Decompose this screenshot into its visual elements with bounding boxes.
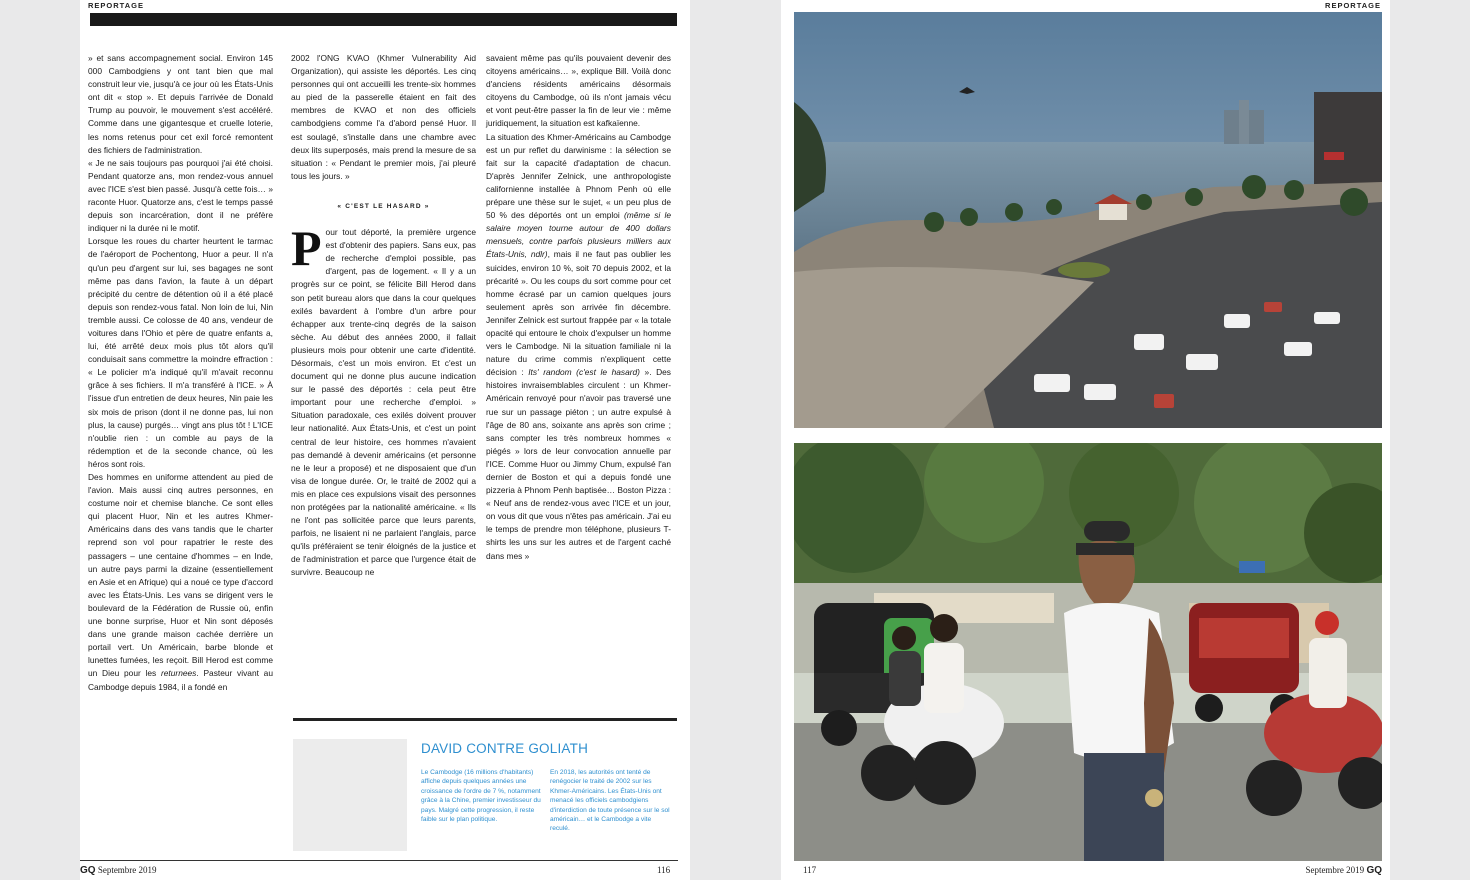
- text-run: our tout déporté, la première urgence est d'obtenir des papiers. Sans eux, pas de recherche d'emploi possible, pas d'argent, pas de logement. « Il y a un progrès sur ce point, se félicite Bill Herod dans son petit bureau alors que dans la cour quelques exilés bavardent à l'ombre d'un arbre pour échapper aux trente-cinq degrés de la saison sèche. Au début des années 2000, il fallait plusieurs mois pour obtenir une carte d'identité. Désormais, c'est un mois environ. Et c'est un document qui ne donne plus aucune indication sur le passé des déportés : cela peut être important pour une recherche d'emploi. » Situation paradoxale, ces exilés doivent prouver leur nationalité. Aux États-Unis, et c'est un point central de leur histoire, ces hommes n'avaient pas demandé à devenir américains (et personne ne le leur a proposé) et ne disposaient que d'un visa de longue durée. Or, le traité de 2002 qui a mis en place ces expulsions visait des personnes non protégées par la nationalité américaine. « Ils ne l'ont pas sollicitée parce que leurs parents, parfois, ne lisaient ni ne parlaient l'anglais, parce qu'ils préféraient se tenir éloignés de la justice et de l'administration et parce que l'urgence était de survivre. Beaucoup ne: [291, 227, 476, 578]
- paragraph: [291, 220, 476, 580]
- italic-run: (même si le salaire moyen tourne autour de 400 dollars mensuels, contre parfois plusieurs milliers aux États-Unis, ndlr): [486, 210, 671, 260]
- article-column-3: [486, 52, 671, 563]
- section-tag: REPORTAGE: [1325, 1, 1381, 10]
- page-number: 116: [657, 865, 671, 875]
- article-column-2: [291, 52, 476, 580]
- italic-run: returnees: [160, 668, 197, 679]
- footer-date: Septembre 2019: [1305, 865, 1365, 875]
- footer-right: [1305, 865, 1382, 876]
- header-bar: [90, 13, 677, 26]
- paragraph: [88, 471, 273, 694]
- subhead: « C'EST LE HASARD »: [337, 202, 430, 210]
- dropcap: P: [291, 220, 322, 277]
- text-run: Des hommes en uniforme attendent au pied de l'avion. Mais aussi cinq autres personnes, en costume noir et chemise blanche. Ce sont elles qui placent Huor, Nin et les autres Khmer-Américains dans des vans tandis que le charter reprend son vol pour rapatrier le reste des passagers – une centaine d'hommes – en Inde, un autre pays parmi la dizaine (essentiellement en Asie et en Afrique) qui a noué ce type d'accord avec les États-Unis. Les vans se dirigent vers le boulevard de la Fédération de Russie où, enfin une bonne surprise, Huor et Nin sont déposés dans une grande maison cachée derrière un portail vert. Un Américain, barbe blonde et lunettes fumées, les reçoit. Bill Herod est comme un Dieu pour les: [88, 472, 273, 679]
- footer-rule: [80, 860, 678, 861]
- italic-run: Its' random (c'est le hasard): [528, 367, 640, 378]
- street-portrait-photo: [794, 443, 1382, 861]
- text-run: , mais il ne faut pas oublier les suicides, environ 10 %, soit 70 depuis 2002, et la précarité ». Ou les coups du sort comme pour cet homme écrasé par un camion quelques jours seulement après son arrivée fin décembre. Jennifer Zelnick est surtout frappée par « la totale opacité qui entoure le choix d'expulser un homme vers le Cambodge. Ni la situation familiale ni la nature du crime commis n'expliquent cette décision :: [486, 249, 671, 378]
- section-tag: REPORTAGE: [88, 1, 144, 10]
- box-rule: [293, 718, 677, 721]
- paragraph: » et sans accompagnement social. Environ 145 000 Cambodgiens y ont tant bien que mal construit leur vie, jusqu'à ce jour où les États-Unis ont dit « stop ». Et depuis l'arrivée de Donald Trump au pouvoir, le mouvement s'est accéléré. Comme dans une gigantesque et cruelle loterie, les noms retenus pour cet exil forcé remontent des fichiers de l'administration.: [88, 53, 274, 155]
- box-text-1: Le Cambodge (16 millions d'habitants) affiche depuis quelques années une croissance de l'ordre de 7 %, notamment grâce à la Chine, premier investisseur du pays. Malgré cette progression, il reste faible sur le plan politique.: [421, 769, 541, 824]
- paragraph: [486, 131, 671, 563]
- left-page: [80, 0, 690, 880]
- gq-logo: GQ: [1366, 865, 1382, 876]
- right-page: [781, 0, 1390, 880]
- box-text-2: En 2018, les autorités ont tenté de renégocier le traité de 2002 sur les Khmer-Américains. Les États-Unis ont menacé les officiels cambodgiens d'interdiction de toute présence sur le sol américain… et le Cambodge a vite reculé.: [550, 769, 670, 833]
- box-title: DAVID CONTRE GOLIATH: [421, 741, 589, 756]
- text-run: ». Des histoires invraisemblables circulent : un Khmer-Américain renvoyé pour n'avoir pas traversé une rue sur un passage piéton ; un autre expulsé à l'âge de 80 ans, soixante ans après son crime ; sans compter les très nombreux hommes « piégés » lors de leur convocation annuelle par l'ICE. Comme Huor ou Jimmy Chum, expulsé l'an dernier de Boston et qui a depuis fondé une pizzeria à Phnom Penh baptisée… Boston Pizza : « Neuf ans de rendez-vous avec l'ICE et un jour, on vous dit que vous n'êtes pas américain. J'ai eu le temps de prendre mon téléphone, plusieurs T-shirts les uns sur les autres et de l'argent caché dans mes »: [486, 367, 671, 561]
- article-column-1: [88, 52, 273, 694]
- footer-date: Septembre 2019: [97, 865, 157, 875]
- paragraph: Lorsque les roues du charter heurtent le tarmac de l'aéroport de Pochentong, Huor a peur. Il n'a qu'un peu d'argent sur lui, ses bagages ne sont même pas dans l'avion, la faute à un départ précipité du centre de détention où il a été placé depuis son rendez-vous fatal. Non loin de lui, Nin tremble aussi. Ce colosse de 40 ans, vendeur de voitures dans l'Ohio et père de quatre enfants a, lui, été arrêté deux mois plus tôt alors qu'il conduisait sans commettre la moindre effraction : « Le policier m'a indiqué qu'il m'avait reconnu grâce à ses fichiers. Il m'a transféré à l'ICE. » À l'issue d'un entretien de deux heures, Nin paie les six mois de prison (dont il ne donne pas, lui non plus, la cause) purgés… vingt ans plus tôt ! L'ICE n'oublie rien : un comble au pays de la rédemption et de la seconde chance, où les héros sont rois.: [88, 236, 273, 469]
- paragraph: savaient même pas qu'ils pouvaient devenir des citoyens américains… », explique Bill. Voilà donc d'anciens résidents américains désormais citoyens du Cambodge, où ils n'ont jamais vécu et vont peut-être passer la fin de leur vie : même juridiquement, la situation est kafkaïenne.: [486, 53, 671, 129]
- riverfront-photo-icon: [794, 12, 1382, 428]
- page-number: 117: [803, 865, 817, 875]
- footer-left: [80, 865, 157, 876]
- riverfront-photo: [794, 12, 1382, 428]
- box-image-placeholder: [293, 739, 407, 851]
- street-portrait-photo-icon: [794, 443, 1382, 861]
- paragraph: « Je ne sais toujours pas pourquoi j'ai été choisi. Pendant quatorze ans, mon rendez-vous annuel avec l'ICE s'est bien passé. Jusqu'à cette fois… » raconte Huor. Quatorze ans, c'est le temps passé depuis son incarcération, dont il ne préfère indiquer ni la durée ni le motif.: [88, 157, 273, 234]
- paragraph: 2002 l'ONG KVAO (Khmer Vulnerability Aid Organization), qui assiste les déportés. Les cinq personnes qui ont accueilli les trente-six hommes au pied de la passerelle étaient en fait des membres de KVAO et non des officiels cambodgiens comme l'a d'abord pensé Huor. Il est soulagé, s'installe dans une chambre avec deux lits superposés, mais prend la mesure de sa situation : « Pendant le premier mois, j'ai pleuré tous les jours. »: [291, 53, 476, 181]
- text-run: La situation des Khmer-Américains au Cambodge est un pur reflet du darwinisme : la sélection se fait sur la capacité d'adaptation de chacun. D'après Jennifer Zelnick, une anthropologiste californienne installée à Phnom Penh où elle prépare une thèse sur le sujet, « un peu plus de 50 % des déportés ont un emploi: [486, 131, 671, 221]
- text-run: . Pasteur vivant au Cambodge depuis 1984, il a fondé en: [88, 668, 273, 692]
- gq-logo: GQ: [80, 865, 96, 876]
